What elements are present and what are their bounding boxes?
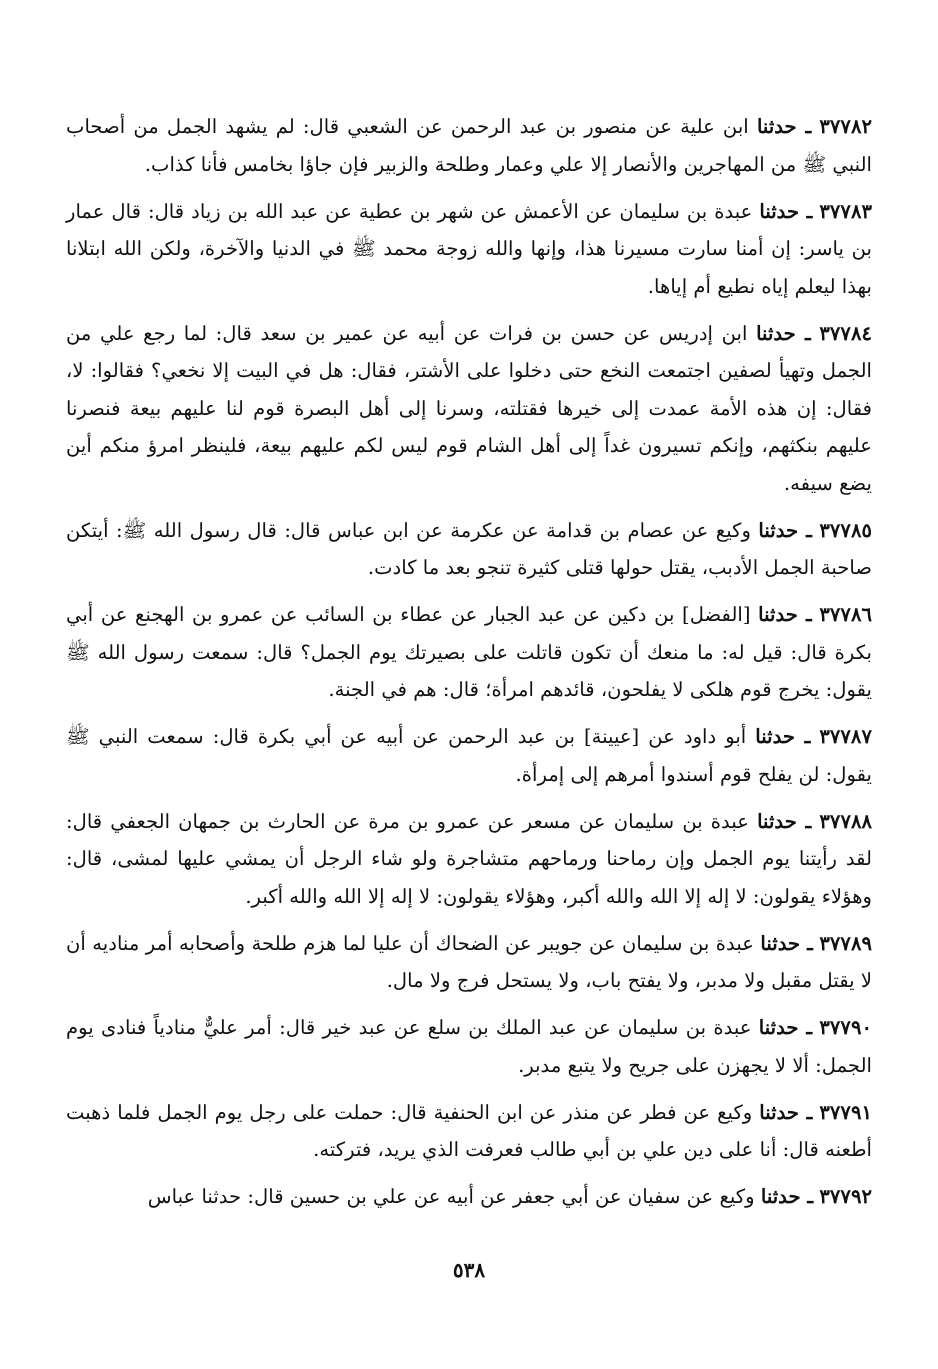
hadith-entry: ٣٧٧٩٢ ـ حدثنا وكيع عن سفيان عن أبي جعفر عن أبيه عن علي بن حسين قال: حدثنا عباس xyxy=(147,1185,872,1208)
hadith-entry: ٣٧٧٨٥ ـ حدثنا وكيع عن عصام بن قدامة عن عكرمة عن ابن عباس قال: قال رسول الله ﷺ: أيتكن صاحبة الجمل الأدبب، يقتل حولها قتلى كثيرة تنجو بعد ما كادت. xyxy=(66,518,872,579)
hadith-entry: ٣٧٧٨٦ ـ حدثنا [الفضل] بن دكين عن عبد الجبار عن عطاء بن السائب عن عمرو بن الهجنع عن أبي بكرة قال: قيل له: ما منعك أن تكون قاتلت على بصيرتك يوم الجمل؟ قال: سمعت رسول الله ﷺ يقول: يخرج قوم هلكى لا يفلحون، قائدهم امرأة؛ قال: هم في الجنة. xyxy=(66,603,872,701)
hadith-entry: ٣٧٧٨٨ ـ حدثنا عبدة بن سليمان عن مسعر عن عمرو بن مرة عن الحارث بن جمهان الجعفي قال: لقد رأيتنا يوم الجمل وإن رماحنا ورماحهم متشاجرة ولو شاء الرجل أن يمشي عليها لمشى، قال: وهؤلاء يقولون: لا إله إلا الله والله أكبر، وهؤلاء يقولون: لا إله إلا الله والله أكبر. xyxy=(66,809,873,908)
hadith-text-block xyxy=(66,108,872,1225)
hadith-entry: ٣٧٧٨٣ ـ حدثنا عبدة بن سليمان عن الأعمش عن شهر بن عطية عن عبد الله بن زياد قال: قال عمار بن ياسر: إن أمنا سارت مسيرنا هذا، وإنها والله زوجة محمد ﷺ في الدنيا والآخرة، ولكن الله ابتلانا بهذا ليعلم إياه نطيع أم إياها. xyxy=(66,199,872,298)
hadith-entry: ٣٧٧٨٩ ـ حدثنا عبدة بن سليمان عن جويبر عن الضحاك أن عليا لما هزم طلحة وأصحابه أمر مناديه أن لا يقتل مقبل ولا مدبر، ولا يفتح باب، ولا يستحل فرج ولا مال. xyxy=(66,931,872,992)
hadith-entry: ٣٧٧٨٤ ـ حدثنا ابن إدريس عن حسن بن فرات عن أبيه عن عمير بن سعد قال: لما رجع علي من الجمل وتهيأ لصفين اجتمعت النخع حتى دخلوا على الأشتر، فقال: هل في البيت إلا نخعي؟ فقالوا: لا، فقال: إن هذه الأمة عمدت إلى خيرها فقتلته، وسرنا إلى أهل البصرة قوم لنا عليهم بيعة فنصرنا عليهم بنكثهم، وإنكم تسيرون غداً إلى أهل الشام قوم ليس لكم عليهم بيعة، فلينظر امرؤ منكم أين يضع سيفه. xyxy=(66,321,872,495)
hadith-entry: ٣٧٧٨٢ ـ حدثنا ابن علية عن منصور بن عبد الرحمن عن الشعبي قال: لم يشهد الجمل من أصحاب النبي ﷺ من المهاجرين والأنصار إلا علي وعمار وطلحة والزبير فإن جاؤا بخامس فأنا كذاب. xyxy=(66,115,872,176)
hadith-entry: ٣٧٧٩٠ ـ حدثنا عبدة بن سليمان عن عبد الملك بن سلع عن عبد خير قال: أمر عليٌّ منادياً فنادى يوم الجمل: ألا لا يجهزن على جريح ولا يتبع مدبر. xyxy=(66,1016,872,1077)
hadith-entry: ٣٧٧٩١ ـ حدثنا وكيع عن فطر عن منذر عن ابن الحنفية قال: حملت على رجل يوم الجمل فلما ذهبت أطعنه قال: أنا على دين علي بن أبي طالب فعرفت الذي يريد، فتركته. xyxy=(66,1100,872,1161)
hadith-entry: ٣٧٧٨٧ ـ حدثنا أبو داود عن [عيينة] بن عبد الرحمن عن أبيه عن أبي بكرة قال: سمعت النبي ﷺ يقول: لن يفلح قوم أسندوا أمرهم إلى إمرأة. xyxy=(66,725,872,786)
page-number: ٥٣٨ xyxy=(452,1258,486,1282)
